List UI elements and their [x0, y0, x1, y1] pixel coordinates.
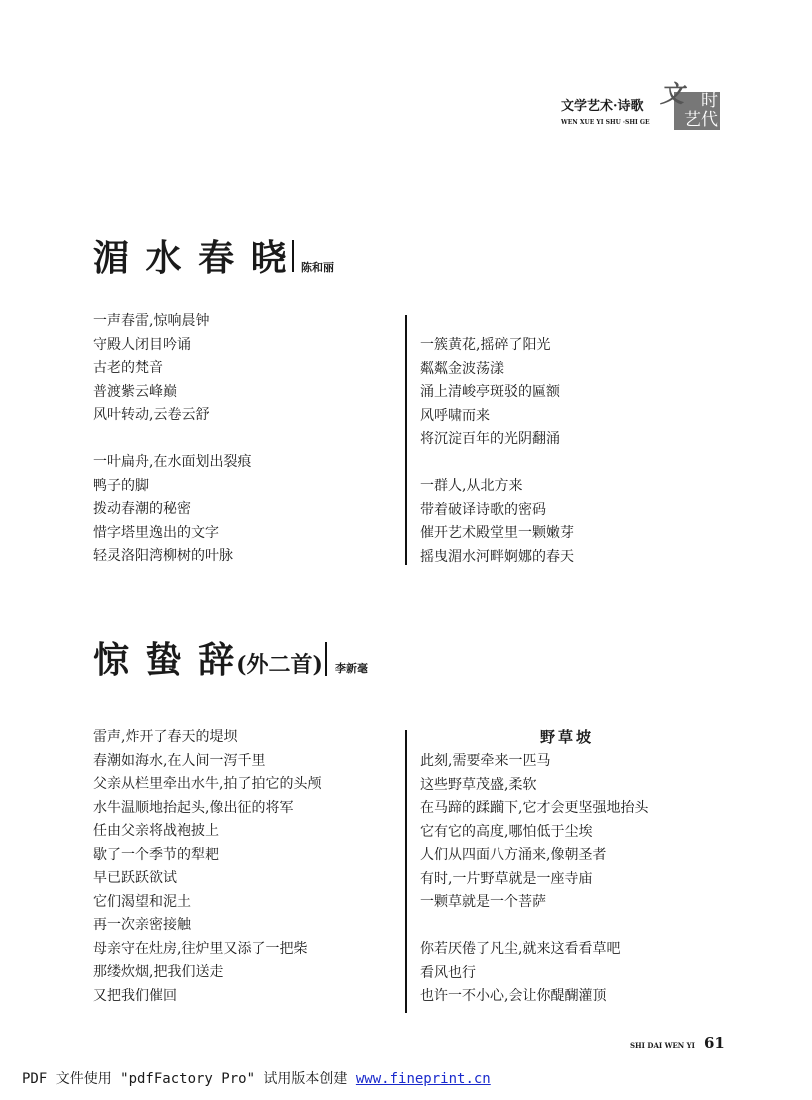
- poem2-title: [93, 638, 323, 687]
- poem2-author: 李新毫: [335, 662, 368, 675]
- poem-line: 一声春雷,惊响晨钟: [93, 313, 210, 329]
- poem1-right-column: [420, 334, 574, 569]
- poem-line: 带着破译诗歌的密码: [420, 501, 546, 518]
- poem-line: 人们从四面八方涌来,像朝圣者: [420, 847, 607, 863]
- poem-line: 守殿人闭目吟诵: [93, 336, 191, 353]
- stanza-break: [420, 452, 574, 476]
- poem-line: 父亲从栏里牵出水牛,拍了拍它的头颅: [93, 776, 322, 792]
- poem-line: 在马蹄的蹂躏下,它才会更坚强地抬头: [420, 800, 649, 816]
- poem1-author: 陈和丽: [301, 261, 334, 274]
- poem-line: 雷声,炸开了春天的堤坝: [93, 729, 238, 745]
- poem2-left-column: [93, 726, 321, 1008]
- column-divider: [405, 315, 407, 565]
- poem-line: 有时,一片野草就是一座寺庙: [420, 870, 593, 887]
- poem-line: 古老的梵音: [93, 360, 163, 376]
- poem-line: 它们渴望和泥土: [93, 893, 191, 910]
- poem-line: 风呼啸而来: [420, 407, 490, 424]
- poem-line: 惜字塔里逸出的文字: [93, 524, 219, 541]
- poem1-left-column: [93, 310, 251, 569]
- poem3-column: [420, 750, 648, 1009]
- poem-line: 那缕炊烟,把我们送走: [93, 964, 224, 980]
- poem-line: 将沉淀百年的光阴翻涌: [420, 431, 560, 447]
- poem-line: 任由父亲将战袍披上: [93, 823, 219, 839]
- running-title: SHI DAI WEN YI: [630, 1041, 695, 1050]
- footer-link[interactable]: www.fineprint.cn: [355, 1071, 491, 1087]
- section-title: 文学艺术·诗歌: [561, 99, 644, 114]
- page-number: 61: [704, 1034, 725, 1052]
- poem-line: 摇曳湄水河畔婀娜的春天: [420, 548, 574, 565]
- poem-line: 又把我们催回: [93, 987, 177, 1004]
- poem-line: 一叶扁舟,在水面划出裂痕: [93, 454, 252, 470]
- title-divider: [325, 642, 327, 676]
- stanza-break: [420, 915, 648, 939]
- poem-line: 此刻,需要牵来一匹马: [420, 753, 551, 769]
- poem-line: 粼粼金波荡漾: [420, 360, 504, 377]
- poem1-title: 湄 水 春 晓: [93, 237, 289, 279]
- poem-line: 涌上清峻亭斑驳的匾额: [420, 384, 560, 400]
- poem-line: 普渡紫云峰巅: [93, 383, 177, 400]
- poem-line: 拨动春潮的秘密: [93, 501, 191, 517]
- poem-line: 一群人,从北方来: [420, 478, 523, 494]
- poem-line: 这些野草茂盛,柔软: [420, 776, 537, 793]
- poem-line: 也许一不小心,会让你醍醐灌顶: [420, 988, 607, 1004]
- column-divider: [405, 730, 407, 1013]
- poem-line: 它有它的高度,哪怕低于尘埃: [420, 823, 593, 840]
- pdf-footer: [22, 1068, 491, 1088]
- poem2-title-suffix: (外二首): [236, 652, 323, 678]
- poem-line: 你若厌倦了凡尘,就来这看看草吧: [420, 941, 621, 957]
- stanza-break: [93, 428, 251, 452]
- poem-line: 一颗草就是一个菩萨: [420, 894, 546, 910]
- poem-line: 春潮如海水,在人间一泻千里: [93, 752, 266, 769]
- poem3-title: 野草坡: [540, 728, 595, 746]
- poem-line: 母亲守在灶房,往炉里又添了一把柴: [93, 940, 308, 957]
- poem-line: 歇了一个季节的犁耙: [93, 846, 219, 863]
- poem-line: 水牛温顺地抬起头,像出征的将军: [93, 799, 294, 816]
- title-divider: [292, 240, 294, 272]
- poem-line: 轻灵洛阳湾柳树的叶脉: [93, 548, 233, 564]
- logo-box: 时 艺代: [674, 92, 720, 130]
- poem-line: 再一次亲密接触: [93, 917, 191, 933]
- poem-line: 一簇黄花,摇碎了阳光: [420, 337, 551, 353]
- poem2-title-text: 惊 蛰 辞: [93, 639, 237, 681]
- section-title-pinyin: WEN XUE YI SHU ·SHI GE: [561, 119, 650, 126]
- footer-text: PDF 文件使用 "pdfFactory Pro" 试用版本创建: [22, 1071, 356, 1087]
- poem-line: 鸭子的脚: [93, 477, 149, 494]
- poem-line: 风叶转动,云卷云舒: [93, 407, 210, 423]
- poem-line: 催开艺术殿堂里一颗嫩芽: [420, 525, 574, 541]
- poem-line: 早已跃跃欲试: [93, 870, 177, 886]
- magazine-logo: [660, 79, 720, 130]
- logo-glyph: 文: [660, 79, 684, 108]
- poem-line: 看风也行: [420, 964, 476, 981]
